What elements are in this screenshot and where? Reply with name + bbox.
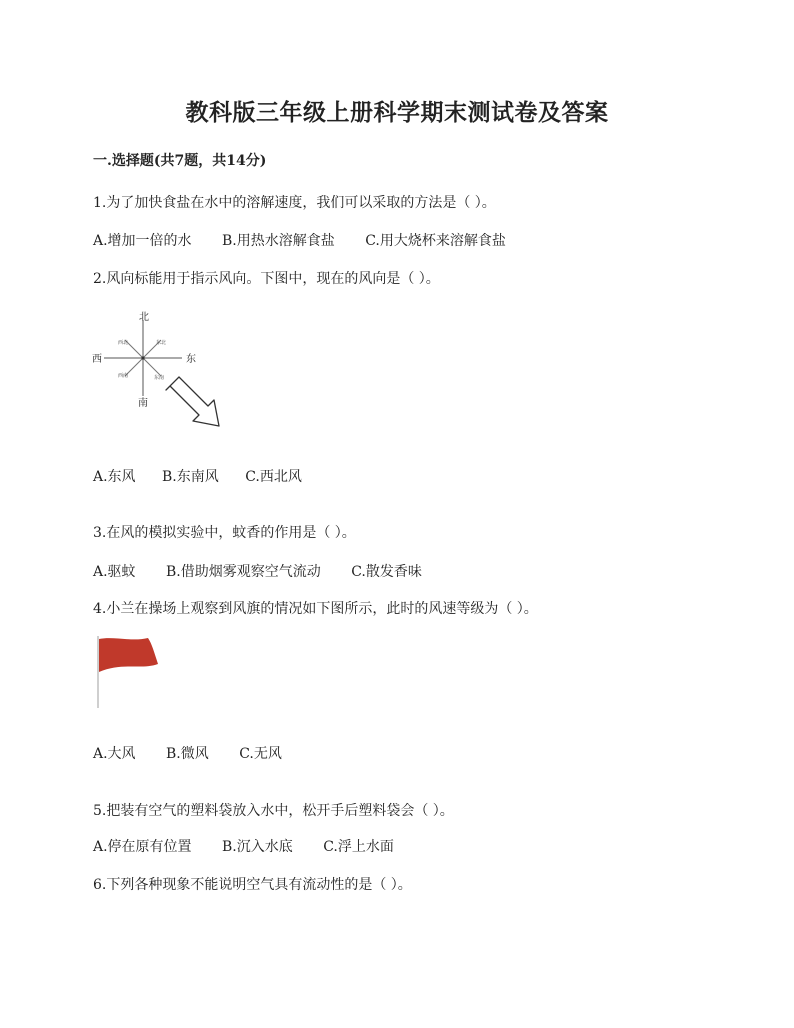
page-title: 教科版三年级上册科学期末测试卷及答案	[185, 99, 609, 126]
question-4-options	[93, 743, 282, 763]
question-4-option-b[interactable]: B.微风	[166, 746, 209, 762]
question-1-options	[93, 230, 506, 250]
question-1-option-b[interactable]: B.用热水溶解食盐	[222, 233, 335, 249]
question-5-option-b[interactable]: B.沉入水底	[222, 839, 293, 855]
question-3-options	[93, 561, 422, 581]
wind-vane-arrow	[166, 377, 219, 426]
question-2-option-b[interactable]: B.东南风	[162, 469, 219, 485]
compass-label-south: 南	[138, 398, 148, 409]
question-1-text: 1.为了加快食盐在水中的溶解速度，我们可以采取的方法是（ ）。	[93, 195, 496, 211]
question-3-text: 3.在风的模拟实验中，蚊香的作用是（ ）。	[93, 525, 356, 541]
question-2-options	[93, 466, 302, 486]
wind-flag-figure	[92, 634, 164, 710]
question-3-option-b[interactable]: B.借助烟雾观察空气流动	[166, 564, 321, 580]
question-5-text: 5.把装有空气的塑料袋放入水中，松开手后塑料袋会（ ）。	[93, 803, 454, 819]
compass-svg	[90, 306, 230, 434]
question-4-option-c[interactable]: C.无风	[239, 746, 282, 762]
compass-label-northwest: 西北	[118, 340, 129, 346]
question-4-option-a[interactable]: A.大风	[93, 746, 136, 762]
question-5-option-c[interactable]: C.浮上水面	[323, 839, 394, 855]
compass-label-southwest: 西南	[118, 373, 129, 379]
section-heading: 一.选择题(共7题，共14分)	[93, 153, 267, 169]
question-1-option-a[interactable]: A.增加一倍的水	[93, 233, 192, 249]
question-6-text: 6.下列各种现象不能说明空气具有流动性的是（ ）。	[93, 877, 412, 893]
flag-svg	[92, 634, 164, 710]
question-2-text: 2.风向标能用于指示风向。下图中，现在的风向是（ ）。	[93, 271, 440, 287]
compass-label-west: 西	[92, 354, 102, 365]
question-5-options	[93, 836, 394, 856]
flag-pole	[97, 636, 99, 708]
compass-label-southeast: 东南	[154, 375, 165, 381]
question-2-option-a[interactable]: A.东风	[93, 469, 136, 485]
compass-label-northeast: 东北	[156, 340, 167, 346]
question-3-option-a[interactable]: A.驱蚊	[93, 564, 136, 580]
question-3-option-c[interactable]: C.散发香味	[351, 564, 422, 580]
compass-label-east: 东	[186, 354, 196, 365]
question-2-option-c[interactable]: C.西北风	[245, 469, 302, 485]
question-4-text: 4.小兰在操场上观察到风旗的情况如下图所示，此时的风速等级为（ ）。	[93, 601, 538, 617]
compass-label-north: 北	[139, 312, 149, 323]
wind-vane-diagram	[90, 306, 230, 434]
question-1-option-c[interactable]: C.用大烧杯来溶解食盐	[365, 233, 506, 249]
compass-center	[141, 356, 144, 359]
question-5-option-a[interactable]: A.停在原有位置	[93, 839, 192, 855]
flag-cloth	[99, 638, 158, 672]
